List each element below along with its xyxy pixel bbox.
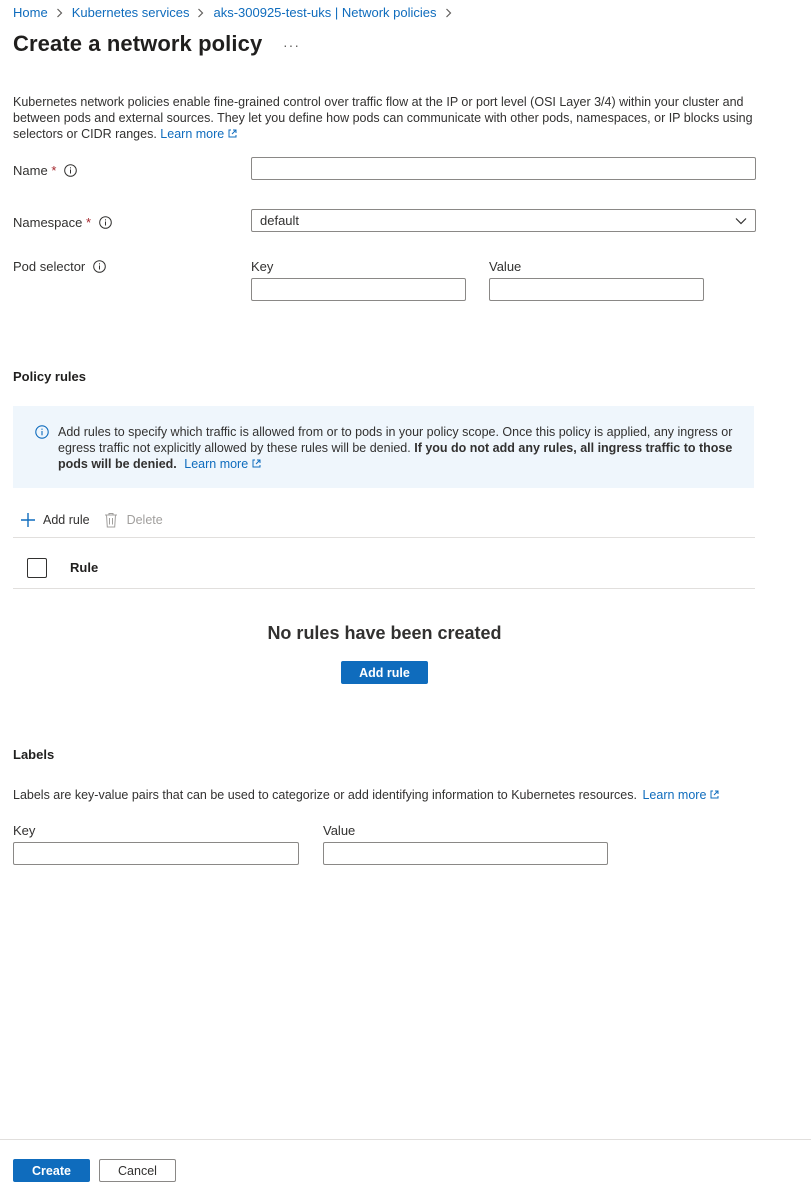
- breadcrumb: [13, 5, 461, 20]
- labels-value-label: Value: [323, 823, 356, 838]
- column-header-rule[interactable]: Rule: [70, 560, 99, 575]
- select-all-checkbox[interactable]: [27, 558, 47, 578]
- chevron-right-icon: [445, 8, 452, 18]
- more-icon[interactable]: ···: [283, 37, 300, 53]
- namespace-label: [13, 215, 112, 230]
- pod-selector-key-label: Key: [251, 259, 274, 274]
- learn-more-label: Learn more: [184, 457, 249, 471]
- delete-toolbar-button[interactable]: [104, 512, 163, 528]
- chevron-right-icon: [56, 8, 63, 18]
- footer-divider: [0, 1139, 811, 1140]
- create-button[interactable]: Create: [13, 1159, 90, 1182]
- labels-value-input[interactable]: [323, 842, 608, 865]
- info-icon[interactable]: [93, 260, 106, 273]
- chevron-down-icon: [735, 217, 747, 225]
- external-link-icon: [251, 458, 262, 469]
- labels-description: [13, 788, 720, 802]
- namespace-selected-value: default: [260, 213, 300, 228]
- name-label-text: Name: [13, 163, 48, 178]
- add-rule-button[interactable]: Add rule: [341, 661, 428, 684]
- page-title: Create a network policy: [13, 31, 263, 56]
- rules-toolbar: [13, 509, 163, 531]
- required-mark: *: [86, 215, 92, 230]
- trash-icon: [104, 512, 118, 528]
- empty-state-title: No rules have been created: [267, 623, 502, 643]
- pod-selector-value-input[interactable]: [489, 278, 704, 301]
- external-link-icon: [227, 128, 238, 139]
- pod-selector-label: [13, 259, 106, 274]
- cancel-button[interactable]: Cancel: [99, 1159, 176, 1182]
- add-rule-label: Add rule: [43, 513, 90, 527]
- breadcrumb-home[interactable]: Home: [13, 5, 48, 20]
- info-text: Add rules to specify which traffic is allowed from or to pods in your policy scope. Once this policy is applied, any ingress or egress traffic not explicitly allowed by these rules will be denied.: [58, 425, 733, 455]
- pod-selector-key-input[interactable]: [251, 278, 466, 301]
- pod-selector-label-text: Pod selector: [13, 259, 86, 274]
- breadcrumb-network-policies[interactable]: aks-300925-test-uks | Network policies: [213, 5, 437, 20]
- pod-selector-value-label: Value: [489, 259, 522, 274]
- labels-key-label: Key: [13, 823, 36, 838]
- page-description-text: Kubernetes network policies enable fine-grained control over traffic flow at the IP or port level (OSI Layer 3/4) within your cluster and between pods and external sources. They let you define how pods can communicate with other pods, namespaces, or IP blocks using selectors or CIDR ranges.: [13, 95, 753, 141]
- info-icon[interactable]: [64, 164, 77, 177]
- chevron-right-icon: [197, 8, 204, 18]
- labels-key-input[interactable]: [13, 842, 299, 865]
- policy-rules-info-text: [58, 424, 738, 472]
- info-icon: [35, 425, 49, 439]
- name-input[interactable]: [251, 157, 756, 180]
- add-rule-toolbar-button[interactable]: [20, 512, 90, 528]
- info-bold-text: If you do not add any rules, all ingress traffic to those pods will be denied.: [58, 441, 733, 471]
- labels-heading: Labels: [13, 747, 55, 762]
- labels-description-text: Labels are key-value pairs that can be used to categorize or add identifying information to Kubernetes resources.: [13, 788, 637, 802]
- delete-label: Delete: [126, 513, 163, 527]
- policy-rules-heading: Policy rules: [13, 369, 86, 384]
- name-label: [13, 163, 77, 178]
- learn-more-label: Learn more: [160, 127, 225, 141]
- policy-rules-info-box: [13, 406, 754, 488]
- learn-more-link[interactable]: [160, 127, 238, 141]
- namespace-select[interactable]: [251, 209, 756, 232]
- table-header-divider: [13, 588, 755, 589]
- policy-rules-learn-more-link[interactable]: [184, 457, 262, 471]
- info-icon[interactable]: [99, 216, 112, 229]
- learn-more-label: Learn more: [642, 788, 707, 802]
- labels-learn-more-link[interactable]: [642, 788, 720, 802]
- table-divider: [13, 537, 755, 538]
- breadcrumb-kubernetes-services[interactable]: Kubernetes services: [71, 5, 190, 20]
- external-link-icon: [709, 789, 720, 800]
- plus-icon: [20, 512, 36, 528]
- page-description: [13, 94, 753, 142]
- required-mark: *: [51, 163, 57, 178]
- namespace-label-text: Namespace: [13, 215, 83, 230]
